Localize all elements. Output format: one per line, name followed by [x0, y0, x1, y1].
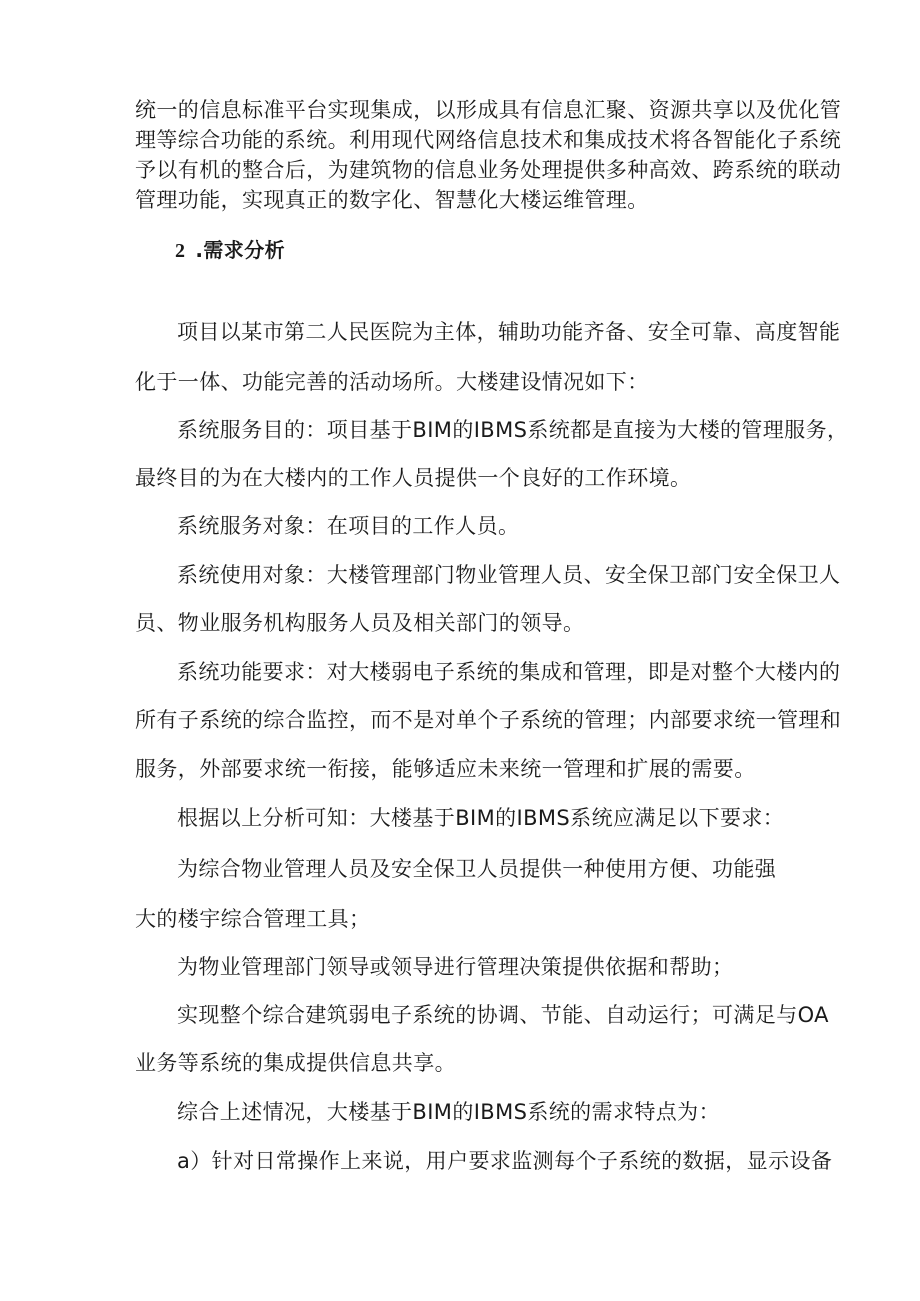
paragraph-5-line-1: 系统功能要求：对大楼弱电子系统的集成和管理，即是对整个大楼内的 — [177, 660, 841, 684]
paragraph-2-line-1: 系统服务目的：项目基于BIM的IBMS系统都是直接为大楼的管理服务， — [177, 418, 849, 442]
paragraph-10-line-1: 综合上述情况，大楼基于BIM的IBMS系统的需求特点为： — [177, 1100, 720, 1124]
paragraph-5-line-3: 服务，外部要求统一衔接，能够适应未来统一管理和扩展的需要。 — [135, 757, 756, 781]
paragraph-7-line-1: 为综合物业管理人员及安全保卫人员提供一种使用方便、功能强 — [177, 857, 777, 881]
paragraph-9-line-2: 业务等系统的集成提供信息共享。 — [135, 1051, 456, 1075]
paragraph-3-line-1: 系统服务对象：在项目的工作人员。 — [177, 514, 520, 538]
paragraph-5-line-2: 所有子系统的综合监控，而不是对单个子系统的管理；内部要求统一管理和 — [135, 708, 842, 732]
intro-line-1: 统一的信息标准平台实现集成，以形成具有信息汇聚、资源共享以及优化管 — [135, 98, 842, 122]
paragraph-1-line-1: 项目以某市第二人民医院为主体，辅助功能齐备、安全可靠、高度智能 — [177, 320, 841, 344]
intro-line-4: 管理功能，实现真正的数字化、智慧化大楼运维管理。 — [135, 188, 649, 212]
intro-line-3: 予以有机的整合后，为建筑物的信息业务处理提供多种高效、跨系统的联动 — [135, 158, 842, 182]
intro-line-2: 理等综合功能的系统。利用现代网络信息技术和集成技术将各智能化子系统 — [135, 128, 842, 152]
paragraph-9-line-1: 实现整个综合建筑弱电子系统的协调、节能、自动运行；可满足与OA — [177, 1003, 829, 1027]
paragraph-11-line-1: a）针对日常操作上来说，用户要求监测每个子系统的数据，显示设备 — [177, 1149, 833, 1173]
section-number: 2 — [175, 240, 186, 262]
section-heading — [175, 236, 285, 265]
paragraph-4-line-1: 系统使用对象：大楼管理部门物业管理人员、安全保卫部门安全保卫人 — [177, 563, 841, 587]
paragraph-2-line-2: 最终目的为在大楼内的工作人员提供一个良好的工作环境。 — [135, 466, 692, 490]
paragraph-4-line-2: 员、物业服务机构服务人员及相关部门的领导。 — [135, 611, 585, 635]
section-title: .需求分析 — [195, 238, 286, 262]
paragraph-1-line-2: 化于一体、功能完善的活动场所。大楼建设情况如下： — [135, 370, 649, 394]
paragraph-8-line-1: 为物业管理部门领导或领导进行管理决策提供依据和帮助； — [177, 955, 734, 979]
paragraph-7-line-2: 大的楼宇综合管理工具； — [135, 907, 371, 931]
paragraph-6-line-1: 根据以上分析可知：大楼基于BIM的IBMS系统应满足以下要求： — [177, 806, 785, 830]
